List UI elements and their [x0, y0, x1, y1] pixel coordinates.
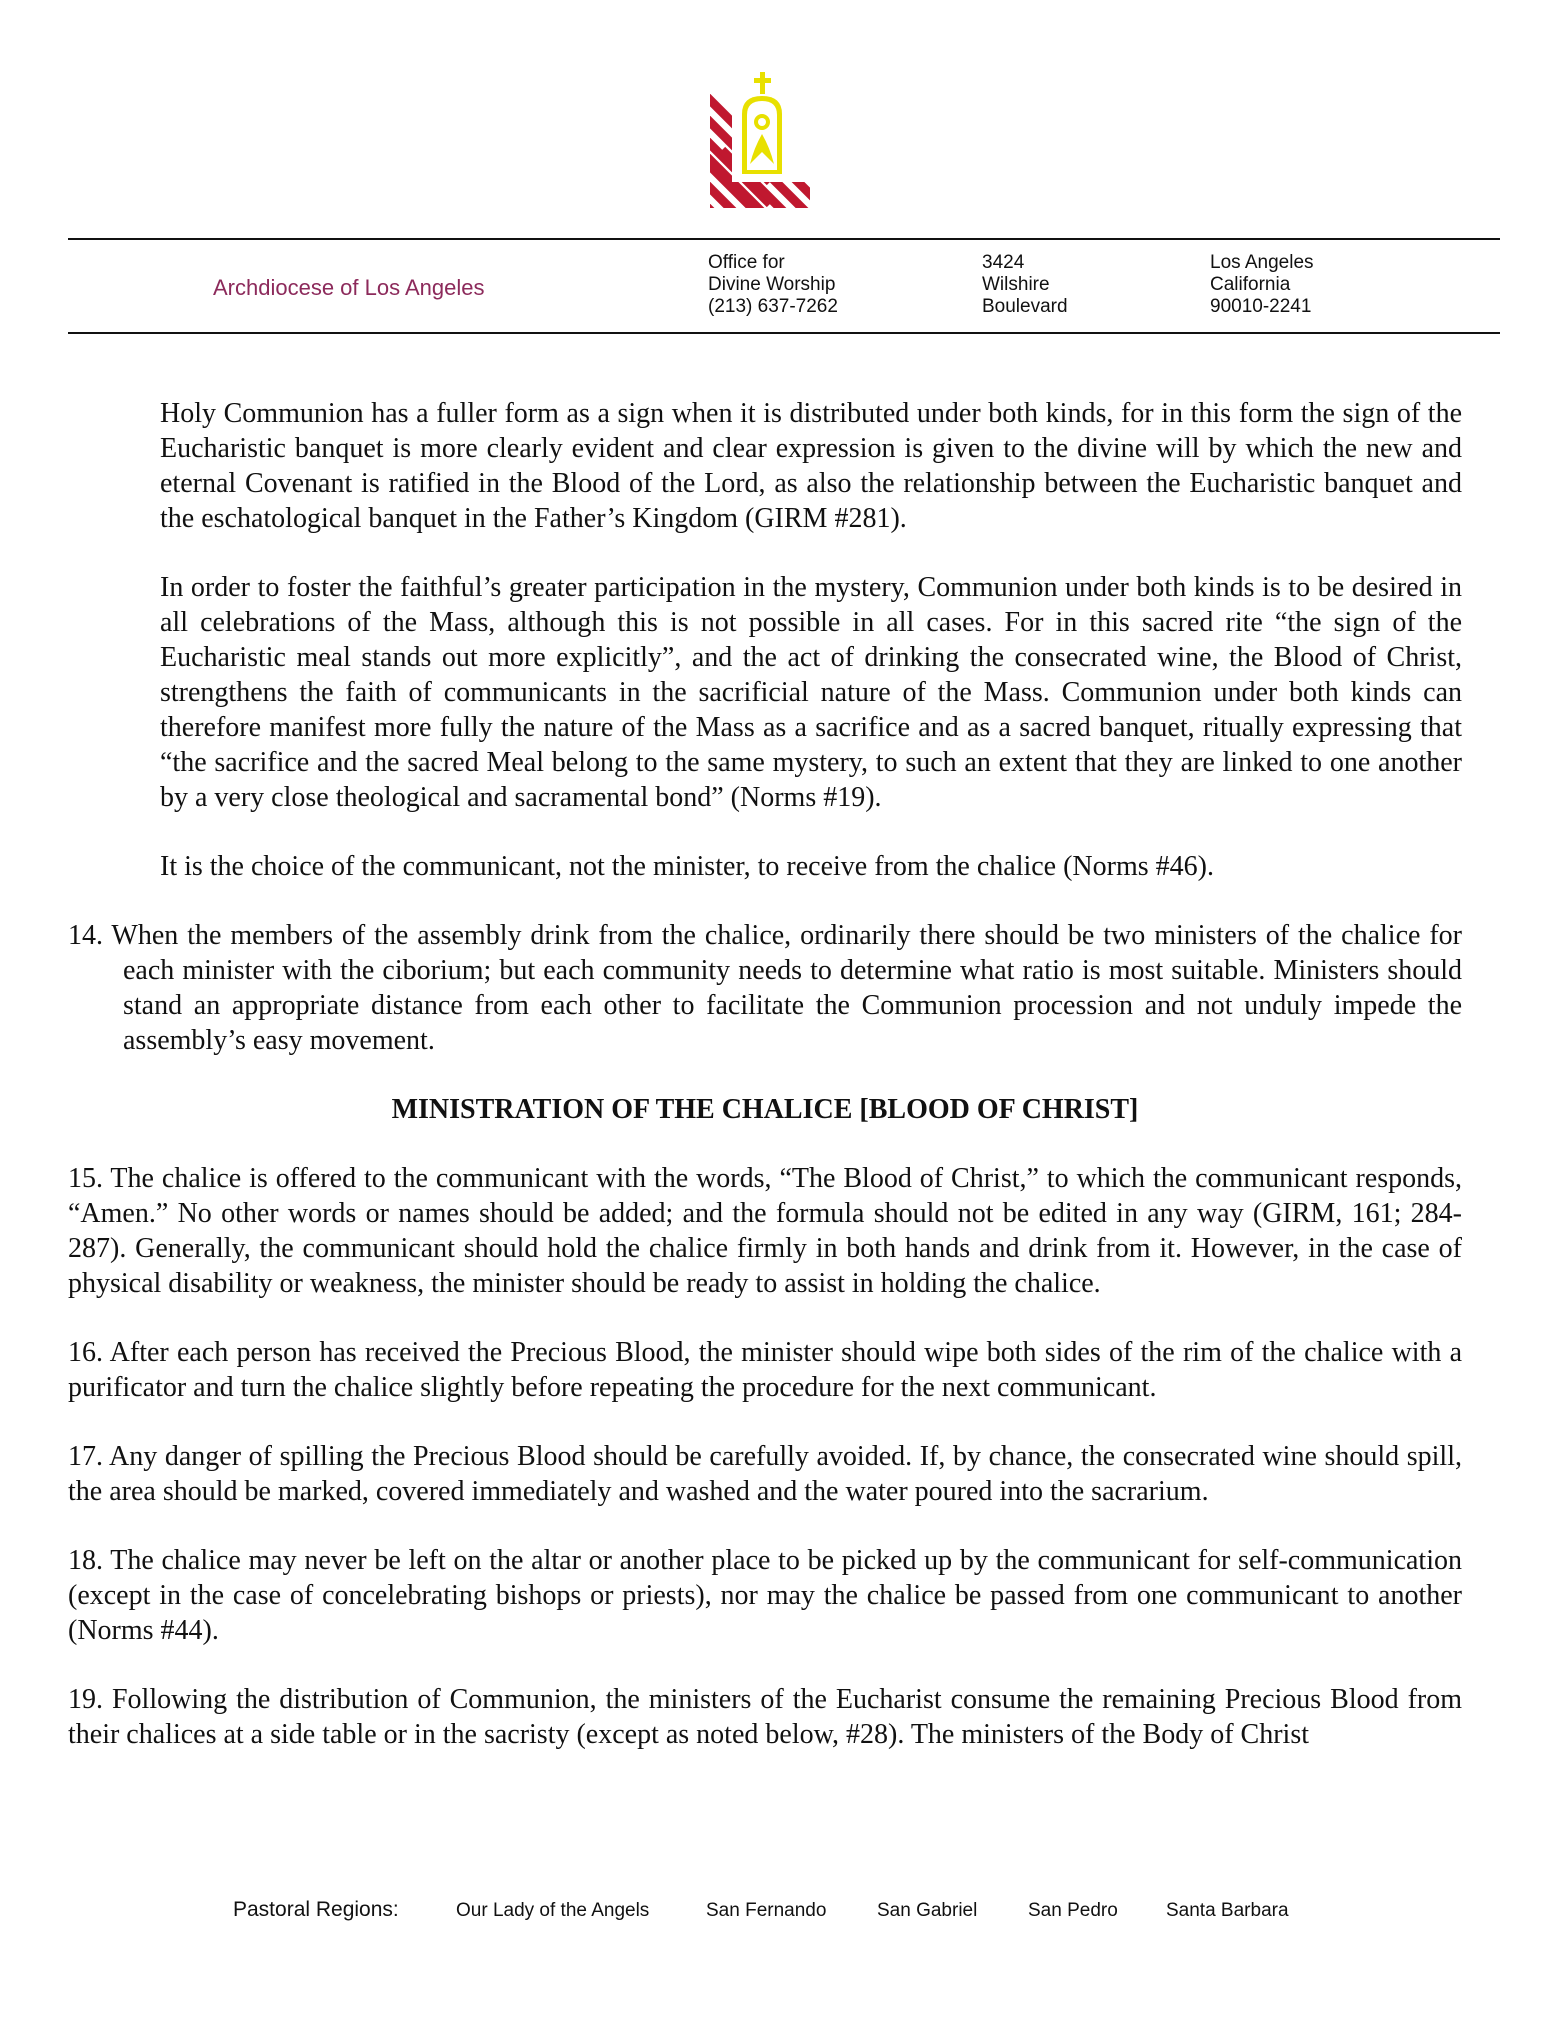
paragraph: It is the choice of the communicant, not the minister, to receive from the chalice (Norms #46).	[160, 851, 1214, 882]
street-line: 3424	[982, 252, 1025, 273]
document-body	[68, 396, 1462, 1786]
organization-name: Archdiocese of Los Angeles	[213, 275, 485, 300]
office-block	[708, 252, 838, 318]
numbered-item-19: 19. Following the distribution of Communion, the ministers of the Eucharist consume the remaining Precious Blood from their chalices at a side table or in the sacristy (except as noted below, #28). The ministers of the Body of Christ	[68, 1684, 1462, 1750]
footer-region: San Pedro	[1028, 1900, 1118, 1921]
footer-region: San Gabriel	[877, 1900, 978, 1921]
office-line: Divine Worship	[708, 274, 836, 295]
header-top-rule	[68, 238, 1500, 240]
numbered-item-17: 17. Any danger of spilling the Precious Blood should be carefully avoided. If, by chance, the consecrated wine should spill, the area should be marked, covered immediately and washed and the water poured into the sacrarium.	[68, 1441, 1462, 1507]
numbered-item-16: 16. After each person has received the Precious Blood, the minister should wipe both sides of the rim of the chalice with a purificator and turn the chalice slightly before repeating the procedure for the next communicant.	[68, 1337, 1462, 1403]
footer-region: Our Lady of the Angels	[456, 1900, 650, 1921]
header-bottom-rule	[68, 332, 1500, 334]
footer-label: Pastoral Regions:	[233, 1898, 399, 1921]
paragraph: In order to foster the faithful’s greater participation in the mystery, Communion under both kinds is to be desired in all celebrations of the Mass, although this is not possible in all cases. For in this sacred rite “the sign of the Eucharistic meal stands out more explicitly”, and the act of drinking the consecrated wine, the Blood of Christ, strengthens the faith of communicants in the sacrificial nature of the Mass. Communion under both kinds can therefore manifest more fully the nature of the Mass as a sacrifice and as a sacred banquet, ritually expressing that “the sacrifice and the sacred Meal belong to the same mystery, to such an extent that they are linked to one another by a very close theological and sacramental bond” (Norms #19).	[160, 572, 1462, 813]
footer-region: Santa Barbara	[1166, 1900, 1289, 1921]
numbered-item-14: 14. When the members of the assembly drink from the chalice, ordinarily there should be two ministers of the chalice for each minister with the ciborium; but each community needs to determine what ratio is most suitable. Ministers should stand an appropriate distance from each other to facilitate the Communion procession and not unduly impede the assembly’s easy movement.	[68, 920, 1462, 1056]
office-phone: (213) 637-7262	[708, 296, 838, 317]
numbered-item-15: 15. The chalice is offered to the communicant with the words, “The Blood of Christ,” to which the communicant responds, “Amen.” No other words or names should be added; and the formula should not be edited in any way (GIRM, 161; 284-287). Generally, the communicant should hold the chalice firmly in both hands and drink from it. However, in the case of physical disability or weakness, the minister should be ready to assist in holding the chalice.	[68, 1163, 1462, 1299]
numbered-item-18: 18. The chalice may never be left on the altar or another place to be picked up by the communicant for self-communication (except in the case of concelebrating bishops or priests), nor may the chalice be passed from one communicant to another (Norms #44).	[68, 1545, 1462, 1646]
city-line: California	[1210, 274, 1291, 295]
office-line: Office for	[708, 252, 785, 273]
archdiocese-logo	[710, 70, 820, 210]
zip-line: 90010-2241	[1210, 296, 1312, 317]
city-block	[1210, 252, 1314, 318]
street-block	[982, 252, 1068, 318]
section-heading: MINISTRATION OF THE CHALICE [BLOOD OF CHRIST]	[391, 1094, 1139, 1125]
street-line: Wilshire	[982, 274, 1050, 295]
city-line: Los Angeles	[1210, 252, 1314, 273]
paragraph: Holy Communion has a fuller form as a sign when it is distributed under both kinds, for in this form the sign of the Eucharistic banquet is more clearly evident and clear expression is given to the divine will by which the new and eternal Covenant is ratified in the Blood of the Lord, as also the relationship between the Eucharistic banquet and the eschatological banquet in the Father’s Kingdom (GIRM #281).	[160, 398, 1462, 534]
footer-region: San Fernando	[706, 1900, 827, 1921]
street-line: Boulevard	[982, 296, 1068, 317]
